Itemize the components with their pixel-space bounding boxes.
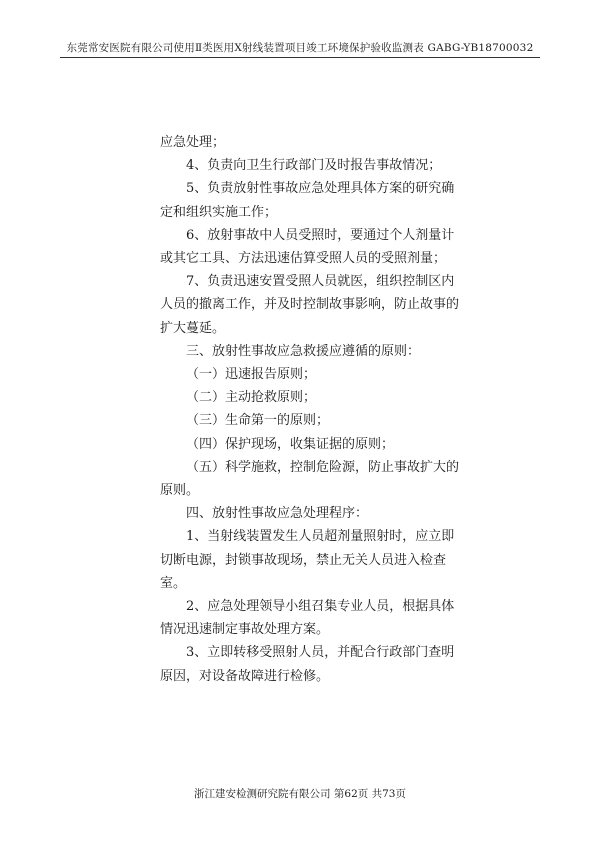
page-header: 东莞常安医院有限公司使用Ⅱ类医用X射线装置项目竣工环境保护验收监测表 GABG-YB18700032 [66,42,534,54]
paragraph-continuation: 应急处理； [160,135,226,150]
paragraph-item-4: 4、负责向卫生行政部门及时报告事故情况； [186,158,442,174]
section-heading-principles: 三、放射性事故应急救援应遵循的原则： [186,343,421,359]
principle-5: （五）科学施救，控制危险源，防止事故扩大的原则。 [160,459,460,499]
paragraph-item-6: 6、放射事故中人员受照时，要通过个人剂量计或其它工具、方法迅速估算受照人员的受照剂量； [160,227,455,267]
document-body [160,131,460,688]
page-footer: 浙江建安检测研究院有限公司 第62页 共73页 [194,788,406,800]
procedure-step-3: 3、立即转移受照射人员，并配合行政部门查明原因，对设备故障进行检修。 [160,645,455,684]
paragraph-item-7: 7、负责迅速安置受照人员就医，组织控制区内人员的撤离工作，并及时控制故事影响，防止故事的扩大蔓延。 [160,274,460,336]
principle-2: （二）主动抢救原则； [186,390,317,406]
principle-1: （一）迅速报告原则； [186,367,317,383]
section-heading-procedure: 四、放射性事故应急处理程序： [186,506,369,522]
header-divider [60,57,540,58]
procedure-step-2: 2、应急处理领导小组召集专业人员，根据具体情况迅速制定事故处理方案。 [160,599,455,638]
procedure-step-1: 1、当射线装置发生人员超剂量照射时，应立即切断电源，封锁事故现场，禁止无关人员进入检查室。 [160,529,455,591]
principle-4: （四）保护现场，收集证据的原则； [186,436,395,452]
paragraph-item-5: 5、负责放射性事故应急处理具体方案的研究确定和组织实施工作； [160,181,455,220]
principle-3: （三）生命第一的原则； [186,413,330,429]
